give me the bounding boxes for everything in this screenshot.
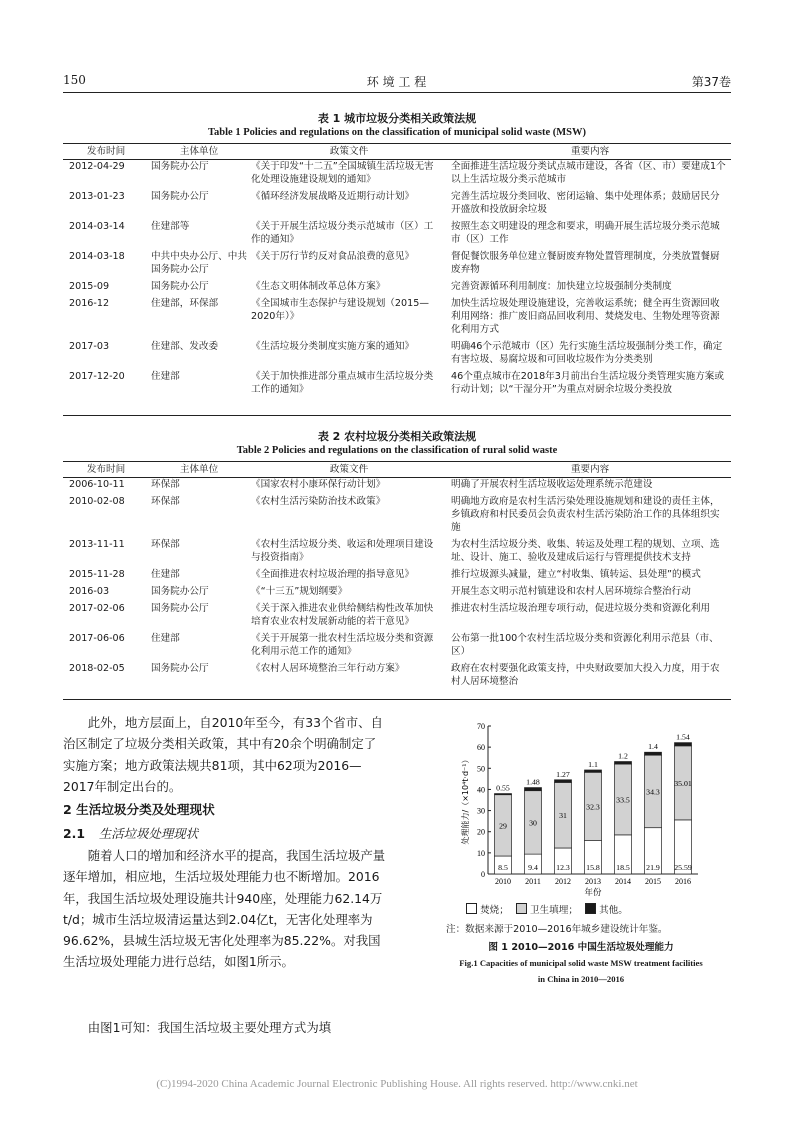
- legend-swatch-other: [585, 903, 596, 914]
- legend-swatch-incineration: [466, 903, 477, 914]
- cell-document: 《农村人居环境整治三年行动方案》: [251, 663, 405, 674]
- table2: [63, 462, 731, 690]
- cell-date: 2012-04-29: [69, 161, 125, 172]
- cell-date: 2014-03-14: [69, 221, 125, 232]
- cell-document: 《“十三五”规划纲要》: [251, 586, 348, 597]
- cell-content: 政府在农村要强化政策支持，中央财政要加大投入力度，用于农村人居环境整治: [451, 663, 720, 687]
- col-content: 重要内容: [570, 463, 610, 475]
- col-document: 政策文件: [329, 145, 369, 157]
- table-row: [63, 338, 731, 368]
- cell-agency: 住建部: [151, 569, 180, 580]
- table-row: [63, 218, 731, 248]
- cell-document: 《全面推进农村垃圾治理的指导意见》: [251, 569, 415, 580]
- cell-document: 《关于深入推进农业供给侧结构性改革加快培育农业农村发展新动能的若干意见》: [251, 603, 434, 627]
- cell-date: 2018-02-05: [69, 663, 125, 674]
- legend-swatch-landfill: [516, 903, 527, 914]
- bar-segment-other: [675, 743, 692, 746]
- table-row: [63, 600, 731, 630]
- bar-segment-other: [495, 794, 512, 795]
- cell-content: 公布第一批100个农村生活垃圾分类和资源化利用示范县（市、区）: [451, 633, 719, 657]
- cell-content: 加快生活垃圾处理设施建设，完善收运系统；健全再生资源回收利用网络：推广废旧商品回收利用、焚烧发电、生物处理等资源化利用方式: [451, 298, 720, 335]
- cell-agency: 环保部: [151, 539, 180, 550]
- cell-date: 2016-03: [69, 586, 110, 597]
- cell-agency: 环保部: [151, 496, 180, 507]
- table1-title-en: Table 1 Policies and regulations on the classification of municipal solid waste (MSW): [207, 127, 587, 138]
- cell-document: 《关于开展生活垃圾分类示范城市（区）工作的通知》: [251, 221, 434, 245]
- col-date: 发布时间: [86, 463, 126, 475]
- header-rule: [63, 92, 731, 93]
- data-label: 21.9: [646, 863, 660, 872]
- cell-agency: 中共中央办公厅、中共国务院办公厅: [151, 251, 247, 275]
- section-2-1-title: 生活垃圾处理现状: [98, 826, 199, 841]
- table1: [63, 144, 731, 398]
- cell-date: 2013-11-11: [69, 539, 125, 550]
- cell-date: 2017-02-06: [69, 603, 125, 614]
- cell-agency: 环保部: [151, 479, 180, 490]
- cell-content: 督促餐饮服务单位建立餐厨废弃物处置管理制度，分类放置餐厨废弃物: [451, 251, 720, 275]
- table-row: [63, 536, 731, 566]
- table-row: [63, 295, 731, 338]
- table1-bottom-rule: [63, 415, 731, 416]
- cell-date: 2017-06-06: [69, 633, 125, 644]
- legend-label-other: 其他。: [599, 905, 628, 916]
- x-tick-label: 2012: [555, 877, 571, 886]
- cell-content: 完善资源循环利用制度：加快建立垃圾强制分类制度: [451, 281, 672, 292]
- y-tick-label: 0: [481, 870, 485, 879]
- cell-date: 2017-03: [69, 341, 110, 352]
- y-tick-label: 50: [477, 764, 485, 774]
- data-label: 1.4: [648, 742, 658, 752]
- cell-document: 《农村生活垃圾分类、收运和处理项目建设与投资指南》: [251, 539, 434, 563]
- bar-segment-other: [615, 762, 632, 765]
- figure1-legend: [466, 902, 628, 916]
- table1-header-row: [63, 144, 731, 158]
- cell-document: 《关于厉行节约反对食品浪费的意见》: [251, 251, 415, 262]
- x-tick-label: 2010: [495, 877, 511, 886]
- cell-date: 2014-03-18: [69, 251, 125, 262]
- x-tick-label: 2013: [585, 877, 601, 886]
- cell-document: 《关于印发“十二五”全国城镇生活垃圾无害化处理设施建设规划的通知》: [251, 161, 434, 185]
- table2-title-cn: 表 2 农村垃圾分类相关政策法规: [317, 430, 477, 443]
- data-label: 32.3: [586, 802, 600, 812]
- y-tick-label: 10: [477, 848, 485, 858]
- x-tick-label: 2014: [615, 877, 631, 886]
- cell-content: 推行垃圾源头减量，建立“村收集、镇转运、县处理”的模式: [451, 569, 701, 580]
- col-date: 发布时间: [86, 145, 126, 157]
- table-row: [63, 188, 731, 218]
- cell-date: 2016-12: [69, 298, 110, 309]
- table1-title-cn: 表 1 城市垃圾分类相关政策法规: [317, 112, 477, 125]
- data-label: 8.5: [498, 863, 508, 872]
- y-tick-label: 60: [477, 743, 485, 753]
- data-label: 0.55: [496, 783, 510, 793]
- cell-document: 《生活垃圾分类制度实施方案的通知》: [251, 341, 415, 352]
- data-label: 25.59: [674, 863, 692, 872]
- data-label: 34.3: [646, 787, 660, 797]
- cell-agency: 国务院办公厅: [151, 161, 209, 172]
- x-tick-label: 2011: [525, 877, 541, 886]
- table-row: [63, 493, 731, 536]
- figure1-caption-en-line1: Fig.1 Capacities of municipal solid waste MSW treatment facilities: [459, 958, 703, 968]
- bar-segment-other: [585, 770, 602, 772]
- figure1-note: 注：数据来源于2010—2016年城乡建设统计年鉴。: [446, 924, 668, 935]
- volume-label: 第37卷: [691, 75, 731, 89]
- x-tick-label: 2015: [645, 877, 661, 886]
- figure1-caption-en-line2: in China in 2010—2016: [537, 974, 625, 984]
- cell-content: 46个重点城市在2018年3月前出台生活垃圾分类管理实施方案或行动计划；以“干湿分开”为重点对厨余垃圾分类投放: [451, 371, 724, 395]
- paragraph-local-policies: 此外，地方层面上，自2010年至今，有33个省市、自治区制定了垃圾分类相关政策，其中有20余个明确制定了实施方案；地方政策法规共81项，其中62项为2016—2017年制定出台的。: [63, 715, 383, 794]
- data-label: 33.5: [616, 795, 630, 805]
- table1-head-rule: [63, 159, 731, 160]
- y-tick-label: 30: [477, 806, 485, 816]
- section-2-1-number: 2.1: [63, 826, 85, 841]
- cell-content: 为农村生活垃圾分类、收集、转运及处理工程的规划、立项、选址、设计、施工、验收及建成后运行与管理提供技术支持: [451, 539, 720, 563]
- y-tick-label: 40: [477, 785, 485, 795]
- cell-agency: 国务院办公厅: [151, 603, 209, 614]
- table-row: [63, 158, 731, 188]
- paragraph-figure-analysis: 由图1可知：我国生活垃圾主要处理方式为填: [87, 1020, 332, 1035]
- cell-agency: 国务院办公厅: [151, 191, 209, 202]
- cell-content: 明确了开展农村生活垃圾收运处理系统示范建设: [451, 479, 653, 490]
- table-row: [63, 630, 731, 660]
- cell-content: 按照生态文明建设的理念和要求，明确开展生活垃圾分类示范城市（区）工作: [451, 221, 720, 245]
- cell-content: 推进农村生活垃圾治理专项行动，促进垃圾分类和资源化利用: [451, 603, 711, 614]
- table2-head-rule: [63, 477, 731, 478]
- cell-date: 2010-02-08: [69, 496, 125, 507]
- cell-content: 完善生活垃圾分类回收、密闭运输、集中处理体系；鼓励居民分开盛放和投放厨余垃圾: [451, 191, 720, 215]
- y-axis-label: 处理能力/（×10⁴t·d⁻¹）: [461, 755, 470, 845]
- cell-document: 《循环经济发展战略及近期行动计划》: [251, 191, 415, 202]
- x-tick-label: 2016: [675, 877, 691, 886]
- table-row: [63, 248, 731, 278]
- table2-bottom-rule: [63, 699, 731, 700]
- cell-agency: 住建部，环保部: [151, 298, 219, 309]
- data-label: 15.8: [586, 863, 600, 872]
- cell-document: 《农村生活污染防治技术政策》: [251, 496, 386, 507]
- cell-date: 2015-09: [69, 281, 110, 292]
- cell-document: 《国家农村小康环保行动计划》: [251, 479, 386, 490]
- data-label: 35.01: [674, 778, 692, 788]
- data-label: 18.5: [616, 863, 630, 872]
- bar-segment-other: [645, 752, 662, 755]
- legend-label-incineration: 焚烧；: [480, 905, 509, 916]
- cell-document: 《生态文明体制改革总体方案》: [251, 281, 386, 292]
- data-label: 9.4: [528, 863, 538, 872]
- cell-date: 2017-12-20: [69, 371, 125, 382]
- cell-document: 《关于加快推进部分重点城市生活垃圾分类工作的通知》: [251, 371, 434, 395]
- y-tick-label: 70: [477, 722, 485, 731]
- table2-title-en: Table 2 Policies and regulations on the classification of rural solid waste: [236, 445, 558, 456]
- x-axis-label: 年份: [584, 888, 602, 898]
- cell-date: 2006-10-11: [69, 479, 125, 490]
- table-row: [63, 278, 731, 295]
- table2-header-row: [63, 462, 731, 476]
- table-row: [63, 660, 731, 690]
- cell-agency: 住建部: [151, 633, 180, 644]
- copyright-footer: (C)1994-2020 China Academic Journal Electronic Publishing House. All rights reserved. http://www.cnki.net: [156, 1078, 638, 1090]
- figure1-chart: [440, 718, 710, 908]
- col-content: 重要内容: [570, 145, 610, 157]
- cell-content: 明确46个示范城市（区）先行实施生活垃圾强制分类工作，确定有害垃圾、易腐垃圾和可回收垃圾作为分类类别: [451, 341, 723, 365]
- cell-content: 全面推进生活垃圾分类试点城市建设，各省（区、市）要建成1个以上生活垃圾分类示范城市: [451, 161, 726, 185]
- col-document: 政策文件: [329, 463, 369, 475]
- table-row: [63, 566, 731, 583]
- data-label: 31: [559, 811, 567, 821]
- data-label: 1.1: [588, 759, 598, 769]
- legend-label-landfill: 卫生填埋；: [529, 905, 578, 916]
- data-label: 29: [499, 821, 507, 831]
- bar-segment-other: [555, 780, 572, 783]
- cell-agency: 住建部、发改委: [151, 341, 219, 352]
- cell-date: 2015-11-28: [69, 569, 125, 580]
- cell-content: 明确地方政府是农村生活污染处理设施规划和建设的责任主体，乡镇政府和村民委员会负责农村生活污染防治工作的具体组织实施: [451, 496, 720, 533]
- data-label: 30: [529, 818, 537, 828]
- y-tick-label: 20: [477, 827, 485, 837]
- data-label: 1.2: [618, 751, 628, 761]
- cell-agency: 国务院办公厅: [151, 281, 209, 292]
- cell-agency: 国务院办公厅: [151, 663, 209, 674]
- section-2-heading: 2 生活垃圾分类及处理现状: [63, 802, 215, 817]
- figure1-caption-cn: 图 1 2010—2016 中国生活垃圾处理能力: [488, 942, 674, 953]
- page-number: 150: [63, 73, 86, 87]
- col-agency: 主体单位: [179, 463, 219, 475]
- cell-agency: 住建部: [151, 371, 180, 382]
- cell-agency: 国务院办公厅: [151, 586, 209, 597]
- paragraph-treatment-status: 随着人口的增加和经济水平的提高，我国生活垃圾产量逐年增加，相应地，生活垃圾处理能力也不断增加。2016年，我国生活垃圾处理设施共计940座，处理能力62.14万t/d；城市生活垃圾清运量达到2.04亿t，无害化处理率为96.62%，县城生活垃圾无害化处理率为85.22%。对我国生活垃圾处理能力进行总结，如图1所示。: [63, 848, 386, 970]
- journal-title: 环 境 工 程: [366, 75, 427, 89]
- data-label: 1.54: [676, 732, 690, 742]
- table-row: [63, 368, 731, 398]
- table-row: [63, 476, 731, 493]
- data-label: 12.3: [556, 863, 570, 872]
- data-label: 1.27: [556, 769, 570, 779]
- section-2-1-heading: [63, 824, 198, 842]
- cell-date: 2013-01-23: [69, 191, 125, 202]
- bar-segment-other: [525, 788, 542, 791]
- cell-document: 《全国城市生态保护与建设规划（2015—2020年）》: [251, 298, 429, 322]
- cell-content: 开展生态文明示范村镇建设和农村人居环境综合整治行动: [451, 586, 691, 597]
- cell-agency: 住建部等: [151, 221, 190, 232]
- cell-document: 《关于开展第一批农村生活垃圾分类和资源化利用示范工作的通知》: [251, 633, 434, 657]
- data-label: 1.48: [526, 777, 540, 787]
- col-agency: 主体单位: [179, 145, 219, 157]
- table-row: [63, 583, 731, 600]
